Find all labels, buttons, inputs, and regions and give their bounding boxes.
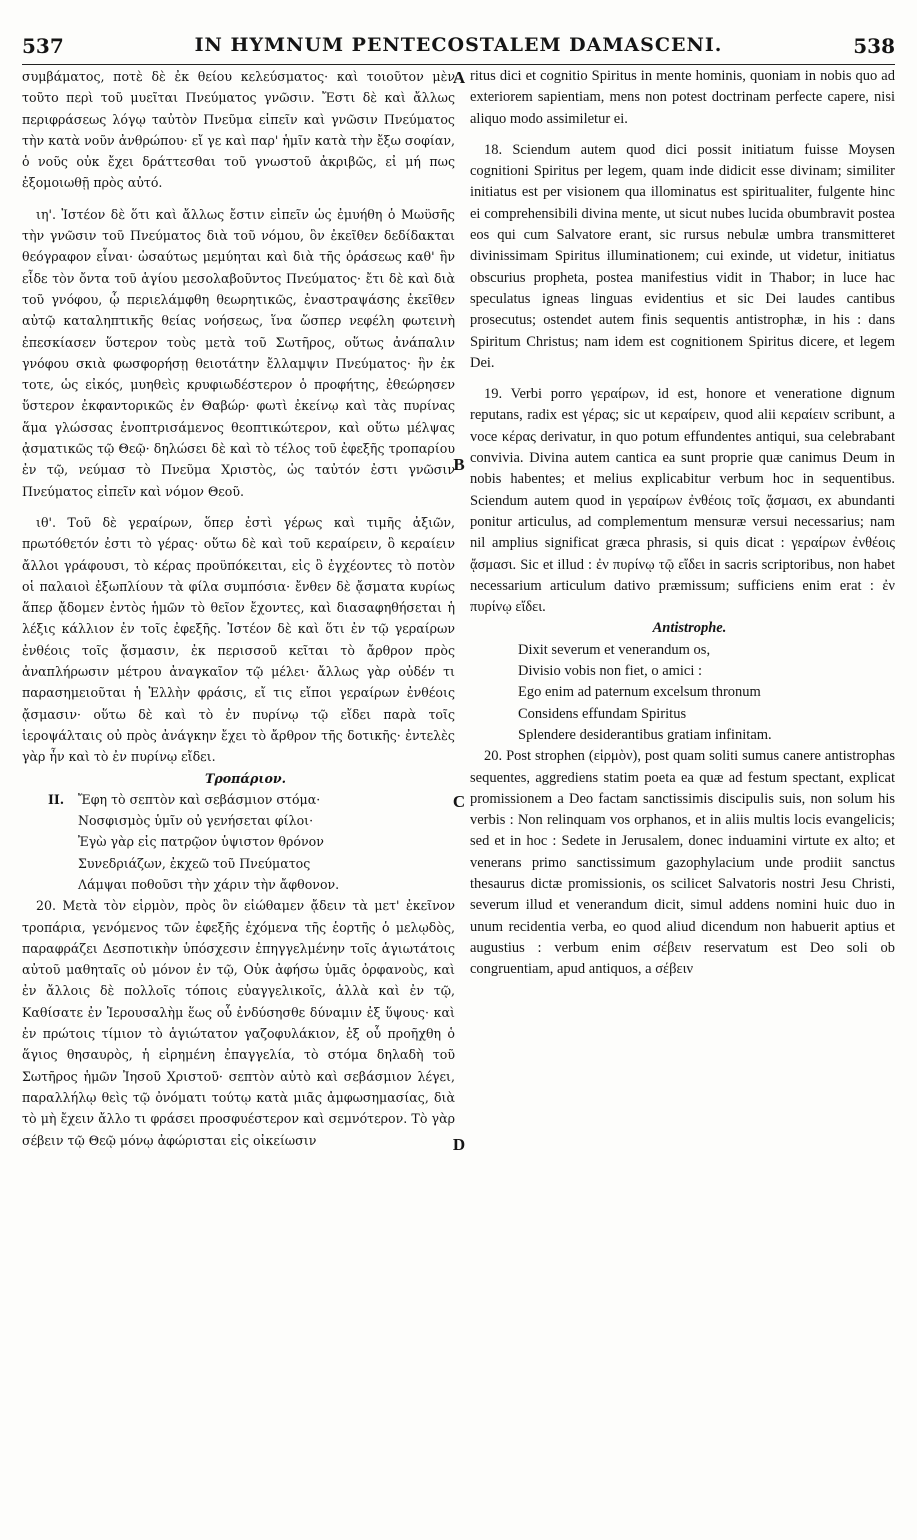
greek-section-18: ιη'. Ἰστέον δὲ ὅτι καὶ ἄλλως ἔστιν εἰπεῖν ὡς ἐμυήθη ὁ Μωϋσῆς τὴν γνῶσιν τοῦ Πνεύματος διὰ τοῦ νόμου, ὃν ἐκεῖθεν δεδίδακται θεόγραφον εἶναι· ὡσαύτως μεμύηται καὶ διὰ τῆς ὁράσεως καθ' ἣν εἶδε τὸν ὄντα τοῦ ἁγίου μεσολαβοῦντος Πνεύματος· ἔτι δὲ καὶ διὰ τοῦ γνόφου, ᾧ περιελάμφθη θεωρητικῶς, ἐναστραψάσης ἐκεῖθεν αὐτῷ καταληπτικῆς θείας νοήσεως, ἵνα ὥσπερ νεφέλη φωτεινὴ ἐπεσκίασεν ὕστερον τοὺς μετὰ τοῦ Σωτῆρος, οὕτως ἀνάπαλιν γνόφου σκιὰ φωσφορήσῃ θειοτάτην ἔλλαμψιν Πνεύματος· ἣν ἐκ τοτε, ὡς εἰκός, μυηθεὶς κρυφιωδέστερον ὁ προφήτης, ἐθεώρησεν ὕστερον ἐκφαντορικῶς ἐν Θαβώρ· φωτὶ ἐκείνῳ καὶ τὰς πυρίνας ἅμα γλώσσας ἐνοπτρισάμενος θεοπτικώτερον, καὶ οὕτω μέλψας ᾀσματικῶς τῷ Θεῷ· δηλώσει δὲ καὶ τὸ τέλος τοῦ ἐφεξῆς τροπαρίου ἐν τῷ, νεύμασ τὸ Πνεῦμα Χριστὸς, ὡς ταὐτόν ἐστι γνῶσιν Πνεύματος εἰπεῖν καὶ νόμον Θεοῦ. (22, 206, 455, 499)
margin-letter-d: D (452, 1135, 466, 1154)
antistrophe-verse-3: Ego enim ad paternum excelsum thronum (518, 684, 761, 701)
latin-section-19: 19. Verbi porro γεραίρων, id est, honore et veneratione dignum reputans, radix est γέρας; sic ut κεραίρειν, quod alii κεραίειν scribunt, a voce κέρας derivatur, in quo potum effundentes antiqui, sua celebrabant convivia. Divina autem cantica ea sunt proprie quæ canimus Deum in nobis habentes; et melius explicabitur verbum hoc in sequentibus. Sciendum autem quod in γεραίρων ἐνθέοις τοῖς ᾄσμασι, ex abundanti ponitur articulus, ad complementum mensuræ versui necessarius; nam nil amplius significat græca phrasis, si quis dicat : γεραίρων ἐνθέοις ᾄσμασι. Sic et illud : ἐν πυρίνῳ τῷ εἴδει in sacris scriptoribus, non habet necessarium articulum dativo præmissum; sufficiens enim erat : ἐν πυρίνῳ εἴδει. (470, 386, 895, 616)
latin-section-20: 20. Post strophen (εἱρμὸν), post quam soliti sumus canere antistrophas sequentes, aggrediens statim poeta ea quæ ad festum spectant, explicat promissionem a Deo factam sanctissimis discipulis suis, non solum his verbis : Non relinquam vos orphanos, et in aliis multis locis evangelicis; sed et in hoc : Sedete in Jerusalem, donec induamini virtute ex alto; et venerans primo sanctissimum gazophylacium unde prodiit sanctus thesaurus dictæ promissionis, os scilicet Salvatoris nostri Jesu Christi, severum illud et venerandum dicit, simul addens nomini huic duo in unum recidentia verba, eo quod aliud dicendum non habuerit aptius et augustius : verbum enim σέβειν reservatum est Deo soli ob congruentiam, apud antiquos, a σέβειν (470, 748, 895, 978)
latin-column (470, 66, 895, 1540)
page-number-left: 537 (22, 34, 64, 58)
troparion-verse-3: Ἐγὼ γὰρ εἰς πατρῷον ὑψιστον θρόνον (78, 834, 324, 850)
margin-letter-c: C (452, 792, 466, 811)
troparion-heading: Τροπάριον. (204, 770, 287, 786)
running-title: IN HYMNUM PENTECOSTALEM DAMASCENI. (194, 34, 723, 56)
troparion-verse-2: Νοσφισμὸς ὑμῖν οὐ γενήσεται φίλοι· (78, 813, 314, 829)
greek-column (22, 66, 455, 1540)
troparion-number: II. (48, 791, 65, 807)
page-number-right: 538 (853, 34, 895, 58)
greek-section-20: 20. Μετὰ τὸν εἱρμὸν, πρὸς ὃν εἰώθαμεν ᾄδειν τὰ μετ' ἐκεῖνον τροπάρια, γενόμενος τῶν ἐφεξῆς ἐχόμενα τῆς ἑορτῆς ὁ μελῳδὸς, παραφράζει Δεσποτικὴν ὑπόσχεσιν ἐπηγγελμένην τοῖς ἁγιωτάτοις αὐτοῦ μαθηταῖς οὐ μόνον ἐν τῷ, Οὐκ ἀφήσω ὑμᾶς ὀρφανοὺς, καὶ ἐν ἄλλοις δὲ πολλοῖς τόποις εὐαγγελικοῖς, ἀλλὰ καὶ ἐν τῷ, Καθίσατε ἐν Ἱερουσαλὴμ ἕως οὗ ἐνδύσησθε δύναμιν ἐξ ὕψους· καὶ ἐν πρώτοις τίμιον τὸ ἁγιώτατον γαζοφυλάκιον, ἐξ οὗ προῆχθη ὁ ἅγιος θησαυρὸς, ἡ εἰρημένη ἐπαγγελία, τὸ στόμα δηλαδὴ τοῦ Σωτῆρος ἡμῶν Ἰησοῦ Χριστοῦ· σεπτὸν αὐτὸ καὶ σεβάσμιον λέγει, παραλλήλῳ θεὶς τῷ ὀνόματι τούτῳ κατὰ μιᾶς ἀμφωσημασίας, διὰ τὸ μὴ ἔχειν ἄλλο τι φράσει προσφυέστερον καὶ σεμνότερον. Τὸ γὰρ σέβειν τῷ Θεῷ μόνῳ ἀφώρισται εἰς οἰκείωσιν (22, 898, 455, 1148)
running-header (22, 34, 895, 65)
antistrophe-verse-4: Considens effundam Spiritus (518, 705, 687, 722)
greek-intro-paragraph: συμβάματος, ποτὲ δὲ ἐκ θείου κελεύσματος· καὶ τοιοῦτον μὲν τοῦτο περὶ τοῦ μυεῖται Πνεύματος γνῶσιν. Ἔστι δὲ καὶ ἄλλως περιφράσεως λόγῳ ταὐτὸν Πνεῦμα εἰπεῖν καὶ γνῶσιν Πνεύματος τὴν κατὰ νοῦν ἀνθρώπου· εἴ γε καὶ παρ' ἡμῖν κατὰ τὴν ἔξω σοφίαν, ὁ νοῦς οὐκ ἔχει δράττεσθαι τοῦ γνωστοῦ ἀκριβῶς, εἰ μή πως ἐξομοιωθῇ πρὸς αὐτό. (22, 69, 455, 191)
troparion-verse-1 (22, 789, 455, 810)
troparion-verse-4: Συνεδριάζων, ἐκχεῶ τοῦ Πνεύματος (78, 855, 311, 871)
latin-intro-paragraph: ritus dici et cognitio Spiritus in mente hominis, quoniam in nobis quo ad exteriorem sapientiam, mens non potest doctrinam perfecte capere, nisi aliquo modo assimiletur ei. (470, 68, 895, 127)
antistrophe-verse-1: Dixit severum et venerandum os, (518, 641, 711, 658)
troparion-verse-5: Λάμψαι ποθοῦσι τὴν χάριν τὴν ἄφθονον. (78, 876, 340, 892)
margin-letter-a: A (452, 68, 466, 87)
troparion-verse-1-text: Ἔφη τὸ σεπτὸν καὶ σεβάσμιον στόμα· (78, 791, 321, 807)
greek-section-19: ιθ'. Τοῦ δὲ γεραίρων, ὅπερ ἐστὶ γέρως καὶ τιμῆς ἀξιῶν, πρωτόθετόν ἐστι τὸ γέρας· οὕτω δὲ καὶ τοῦ κεραίρειν, ὃ κεραίειν ἄλλοι γράφουσι, τὸ κέρας προϋπόκειται, εἰς ὃ ἐγχέοντες τὸ ποτὸν οἱ παλαιοὶ ἐξωπλίουν τὰ φίλα συμπόσια· ἔνθεν δὲ ᾄσματα κυρίως ἅπερ ᾄδομεν ἐντὸς ἡμῶν τὸ θεῖον ἔχοντες, καὶ διασαφηθήσεται ἡ λέξις κάλλιον ἐν τοῖς ἐφεξῆς. Ἰστέον δὲ καὶ ὅτι ἐν τῷ γεραίρων ἐνθέοις τοῖς ᾄσμασιν, ἐκ περισσοῦ κεῖται τὸ ἄρθρον πρὸς ἀναπλήρωσιν μέτρου ἀναγκαῖον τῷ μέλει· ἄλλως γὰρ οὐδέν τι παρασημειοῦται ἡ Ἑλλὴν φράσις, εἴ τις εἴποι γεραίρων ἐνθέοις ᾄσμασιν· οὕτω δὲ καὶ τὸ ἐν πυρίνῳ τῷ εἴδει παρὰ τοῖς ἱεροψάλταις οὐ πρὸς ἀνάγκην ἔχει τὸ ἄρθρον τῆς δοτικῆς· ἐντελὲς γὰρ ἦν καὶ τὸ ἐν πυρίνῳ εἴδει. (22, 514, 455, 765)
antistrophe-verse-5: Splendere desiderantibus gratiam infinitam. (518, 726, 772, 743)
latin-section-18: 18. Sciendum autem quod dici possit initiatum fuisse Moysen cognitioni Spiritus per legem, quam inde didicit esse divinam; similiter initiatus est per visionem qua illominatus est spiritualiter, fulgente hinc ei comprehensibili divina mente, ut sicut nubes lucida obumbravit postea eos qui cum Salvatore erant, sic rursus nebulæ umbra transmitteret divinissimam Spiritus illuminationem; cui exinde, ut videtur, initiatus obscurius propheta, postea manifestius vidit in Thabor; in luce hac speculatus igneas linguas evidentius et sic Dei laudes cantibus prosecutus; ostendet autem finis sequentis antistrophæ, in his : dans Spiritum Christus; nam idem est cognitionem Spiritus dicere, et legem Dei. (470, 141, 895, 371)
antistrophe-heading: Antistrophe. (652, 620, 727, 637)
antistrophe-verse-2: Divisio vobis non fiet, o amici : (518, 663, 703, 680)
margin-letter-b: B (453, 455, 465, 474)
